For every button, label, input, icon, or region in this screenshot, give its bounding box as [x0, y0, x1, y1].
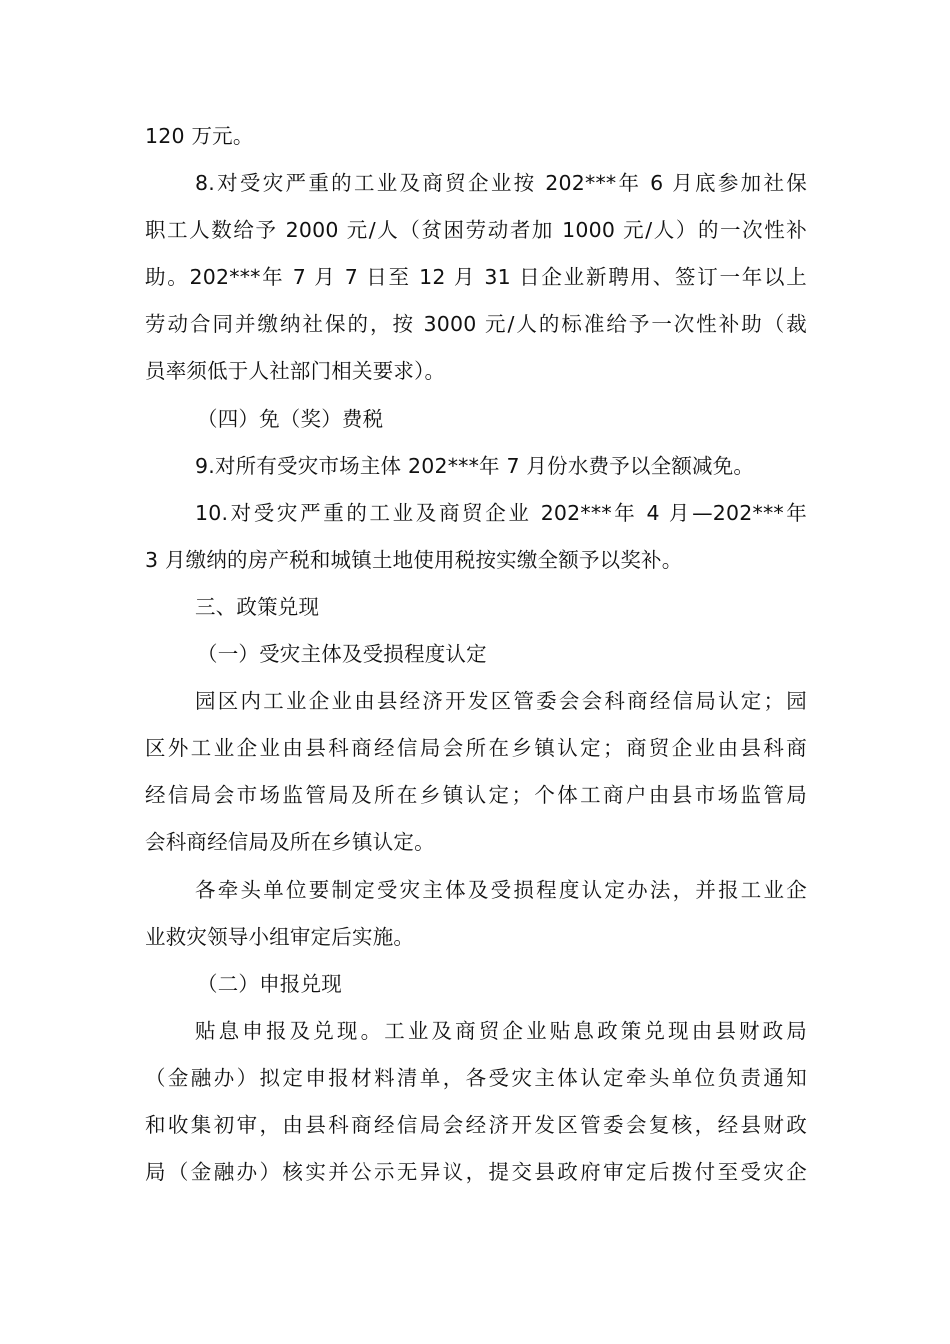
text-line: 区外工业企业由县科商经信局会所在乡镇认定；商贸企业由县科商 [145, 736, 807, 761]
paragraph-item-10 [145, 490, 807, 584]
paragraph-recognition-authorities [145, 678, 807, 866]
text-line: 3 月缴纳的房产税和城镇土地使用税按实缴全额予以奖补。 [145, 547, 683, 572]
text-line: 园区内工业企业由县经济开发区管委会会科商经信局认定；园 [195, 689, 807, 714]
text-line: 业救灾领导小组审定后实施。 [145, 924, 415, 949]
text-line: 9.对所有受灾市场主体 202***年 7 月份水费予以全额减免。 [195, 453, 755, 478]
paragraph-item-9 [145, 443, 807, 490]
text-line: 8.对受灾严重的工业及商贸企业按 202***年 6 月底参加社保 [195, 171, 807, 196]
text-line: 三、政策兑现 [195, 594, 320, 619]
text-line: 各牵头单位要制定受灾主体及受损程度认定办法，并报工业企 [195, 877, 807, 902]
text-line: （二）申报兑现 [197, 971, 342, 996]
text-line: （四）免（奖）费税 [197, 406, 384, 431]
paragraph-continuation [145, 113, 807, 160]
subheading-disaster-recognition [145, 631, 807, 678]
text-line: 局（金融办）核实并公示无异议，提交县政府审定后拨付至受灾企 [145, 1160, 807, 1185]
text-line: 职工人数给予 2000 元/人（贫困劳动者加 1000 元/人）的一次性补 [145, 218, 807, 243]
paragraph-item-8 [145, 160, 807, 395]
section-heading-policy-implementation [145, 584, 807, 631]
subheading-fee-tax-exemption [145, 396, 807, 443]
text-line: 120 万元。 [145, 124, 254, 148]
text-line: 会科商经信局及所在乡镇认定。 [145, 830, 435, 855]
text-line: （金融办）拟定申报材料清单，各受灾主体认定牵头单位负责通知 [145, 1065, 807, 1090]
paragraph-interest-subsidy [145, 1008, 807, 1196]
text-line: （一）受灾主体及受损程度认定 [197, 642, 487, 667]
document-body [145, 113, 807, 1196]
text-line: 助。202***年 7 月 7 日至 12 月 31 日企业新聘用、签订一年以上 [145, 265, 807, 290]
text-line: 劳动合同并缴纳社保的，按 3000 元/人的标准给予一次性补助（裁 [145, 312, 807, 337]
text-line: 和收集初审，由县科商经信局会经济开发区管委会复核，经县财政 [145, 1112, 807, 1137]
text-line: 经信局会市场监管局及所在乡镇认定；个体工商户由县市场监管局 [145, 783, 807, 808]
text-line: 贴息申报及兑现。工业及商贸企业贴息政策兑现由县财政局 [195, 1018, 807, 1043]
subheading-application-redemption [145, 961, 807, 1008]
text-line: 员率须低于人社部门相关要求）。 [145, 359, 446, 384]
text-line: 10.对受灾严重的工业及商贸企业 202***年 4 月—202***年 [195, 500, 807, 525]
paragraph-recognition-methods [145, 867, 807, 961]
